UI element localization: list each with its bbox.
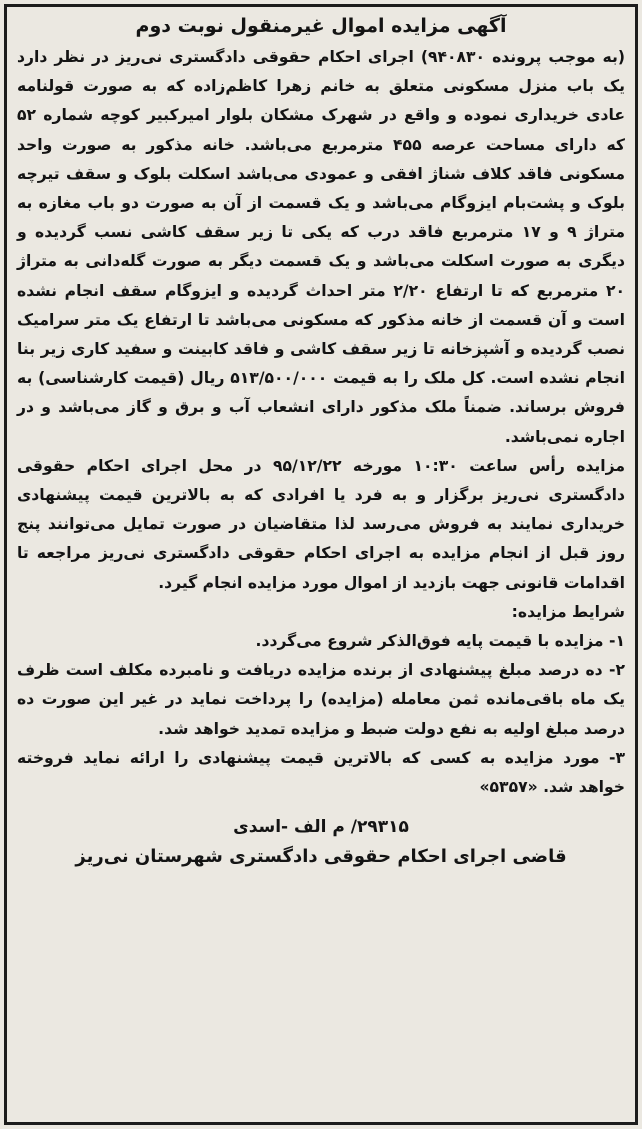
- property-description: (به موجب پرونده ۹۴۰۸۳۰) اجرای احکام حقوقی دادگستری نی‌ریز در نظر دارد یک باب منزل مسکونی متعلق به خانم زهرا کاظم‌زاده که به صورت قولنامه عادی خریداری نموده و واقع در شهرک مشکان بلوار امیرکبیر کوچه شماره ۵۲ که دارای مساحت عرصه ۴۵۵ مترمربع می‌باشد. خانه مذکور به صورت واحد مسکونی فاقد کلاف شناژ افقی و عمودی می‌باشد اسکلت بلوک و سقف تیرچه بلوک و پشت‌بام ایزوگام می‌باشد و یک قسمت از آن به صورت دو باب مغازه به متراژ ۹ و ۱۷ مترمربع فاقد درب که یکی تا زیر سقف کاشی نسب گردیده و دیگری به صورت اسکلت می‌باشد و یک قسمت دیگر به صورت گله‌دانی به متراژ ۲۰ مترمربع که تا ارتفاع ۲/۲۰ متر احداث گردیده و ایزوگام سقف انجام نشده است و آن قسمت از خانه مذکور که مسکونی می‌باشد تا ارتفاع یک متر سرامیک نصب گردیده و آشپزخانه تا زیر سقف کاشی و فاقد کابینت و سفید کاری زیر بنا انجام نشده است. کل ملک را به قیمت ۵۱۳/۵۰۰/۰۰۰ ریال (قیمت کارشناسی) به فروش برساند. ضمناً ملک مذکور دارای انشعاب آب و برق و گاز می‌باشد و در اجاره نمی‌باشد.: [17, 48, 626, 446]
- condition-item: ۱- مزایده با قیمت پایه فوق‌الذکر شروع می‌گردد.: [255, 632, 625, 651]
- condition-item: ۲- ده درصد مبلغ پیشنهادی از برنده مزایده دریافت و نامبرده مکلف است ظرف یک ماه باقی‌مانده ثمن معامله (مزایده) را پرداخت نماید در غیر این صورت ده درصد مبلغ اولیه به نفع دولت ضبط و مزایده تمدید خواهد شد.: [17, 661, 625, 738]
- condition-item: ۳- مورد مزایده به کسی که بالاترین قیمت پیشنهادی را ارائه نماید فروخته خواهد شد. «۵۳۵۷»: [17, 748, 625, 797]
- reference-number: ۲۹۳۱۵/ م الف -اسدی: [233, 817, 409, 838]
- auction-notice: [4, 4, 638, 1125]
- conditions-list: [17, 627, 625, 802]
- notice-title: آگهی مزایده اموال غیرمنقول نوبت دوم: [135, 15, 507, 37]
- auction-schedule: مزایده رأس ساعت ۱۰:۳۰ مورخه ۹۵/۱۲/۲۲ در محل اجرای احکام حقوقی دادگستری نی‌ریز برگزار و به فرد یا افرادی که به بالاترین قیمت پیشنهادی خریداری نمایند به فروش می‌رسد لذا متقاضیان در صورت تمایل می‌توانند پنج روز قبل از انجام مزایده به اجرای احکام حقوقی دادگستری نی‌ریز مراجعه تا اقدامات قانونی جهت بازدید از اموال مورد مزایده انجام گیرد.: [17, 456, 625, 592]
- signature-line: قاضی اجرای احکام حقوقی دادگستری شهرستان نی‌ریز: [75, 846, 567, 868]
- conditions-heading: شرایط مزایده:: [511, 602, 625, 621]
